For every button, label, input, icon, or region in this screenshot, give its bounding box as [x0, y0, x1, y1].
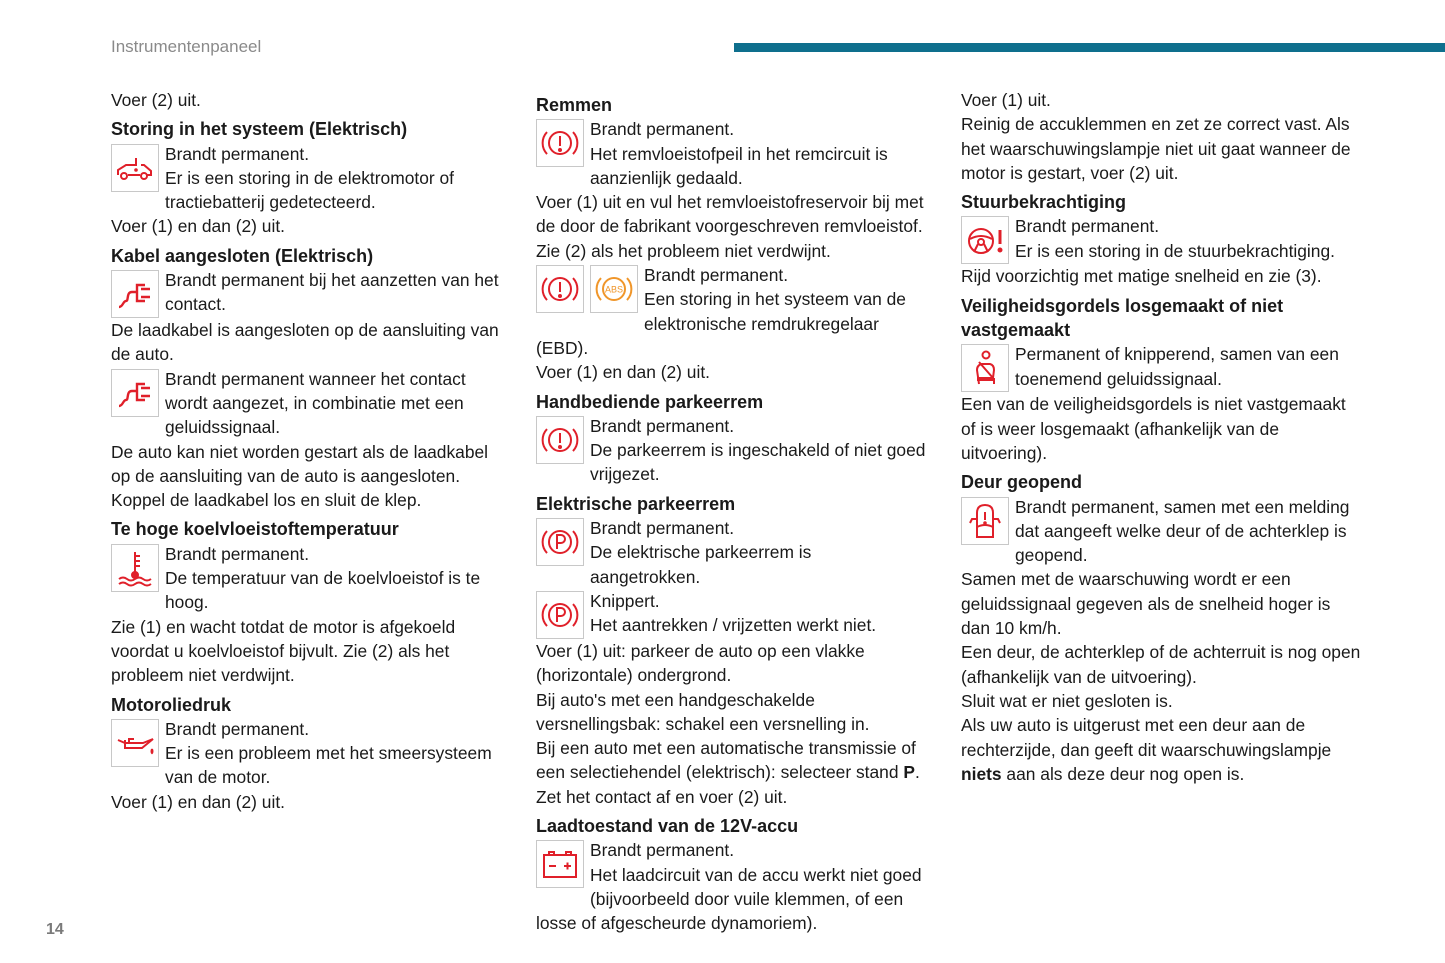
paragraph: Voer (1) uit: parkeer de auto op een vlakke (horizontale) ondergrond.	[536, 640, 865, 686]
warning-icons	[536, 119, 584, 167]
warning-light-entry	[961, 495, 1361, 568]
entry-text: De parkeerrem is ingeschakeld of niet goed vrijgezet.	[590, 440, 926, 485]
entry-text: Er is een probleem met het smeersysteem van de motor.	[165, 743, 492, 788]
entry-text: Er is een storing in de stuurbekrachtiging.	[1015, 240, 1335, 261]
warning-light-entry	[536, 516, 926, 589]
entry-text: Het remvloeistofpeil in het remcircuit is aanzienlijk gedaald.	[590, 143, 888, 188]
section-heading: Veiligheidsgordels losgemaakt of niet vastgemaakt	[961, 295, 1284, 341]
warning-light-entry	[111, 717, 511, 790]
paragraph: Voer (2) uit.	[111, 90, 201, 110]
warning-light-entry	[961, 214, 1361, 264]
abs-icon	[590, 265, 638, 313]
paragraph: Voer (1) uit.	[961, 90, 1051, 110]
warning-light-entry	[111, 542, 511, 615]
section-heading: Laadtoestand van de 12V-accu	[536, 816, 799, 837]
paragraph: Bij auto's met een handgeschakelde versnellingsbak: schakel een versnelling in.	[536, 689, 870, 734]
warning-icons	[111, 369, 159, 417]
paragraph: Een van de veiligheidsgordels is niet vastgemaakt of is weer losgemaakt (afhankelijk van de uitvoering).	[961, 394, 1346, 463]
paragraph: Rijd voorzichtig met matige snelheid en zie (3).	[961, 266, 1322, 287]
coolant-icon	[111, 544, 159, 592]
entry-text: Brandt permanent.	[165, 718, 310, 739]
paragraph: Een deur, de achterklep of de achterruit is nog open (afhankelijk van de uitvoering).	[961, 642, 1361, 687]
door-icon	[961, 497, 1009, 545]
plug-icon	[111, 369, 159, 417]
warning-icons	[536, 840, 584, 888]
warning-icons	[111, 544, 159, 592]
paragraph: Samen met de waarschuwing wordt er een geluidssignaal gegeven als de snelheid hoger is dan 10 km/h.	[961, 569, 1331, 639]
warning-icons	[111, 719, 159, 767]
brake-icon	[536, 265, 584, 313]
warning-light-entry	[536, 117, 926, 190]
paragraph: Sluit wat er niet gesloten is.	[961, 690, 1173, 711]
warning-light-entry	[536, 589, 926, 639]
header-accent-bar	[734, 43, 1445, 52]
section-heading: Elektrische parkeerrem	[536, 493, 736, 514]
warning-icons	[536, 416, 584, 464]
paragraph	[961, 713, 1361, 786]
entry-text: Het aantrekken / vrijzetten werkt niet.	[590, 615, 877, 636]
paragraph: Zet het contact af en voer (2) uit.	[536, 786, 788, 807]
warning-light-entry	[536, 838, 926, 935]
text-run: aan als deze deur nog open is.	[1001, 763, 1245, 784]
entry-text: Brandt permanent.	[590, 119, 735, 140]
paragraph: Voer (1) en dan (2) uit.	[111, 791, 285, 812]
entry-text: Brandt permanent, samen met een melding dat aangeeft welke deur of de achterklep is geopend.	[1015, 496, 1350, 566]
paragraph: Zie (2) als het probleem niet verdwijnt.	[536, 240, 831, 261]
entry-text: Brandt permanent.	[644, 265, 789, 286]
warning-icons	[961, 497, 1009, 545]
brake-icon	[536, 119, 584, 167]
oil-icon	[111, 719, 159, 767]
text-run: .	[914, 762, 920, 783]
entry-text: Brandt permanent bij het aanzetten van het contact.	[165, 270, 499, 315]
warning-icons	[111, 270, 159, 318]
plug-icon	[111, 270, 159, 318]
paragraph: Zie (1) en wacht totdat de motor is afgekoeld voordat u koelvloeistof bijvult. Zie (2) als het probleem niet verdwijnt.	[111, 616, 456, 686]
section-heading: Storing in het systeem (Elektrisch)	[111, 119, 408, 140]
paragraph: De auto kan niet worden gestart als de laadkabel op de aansluiting van de auto is aangesloten.	[111, 441, 489, 486]
warning-icons	[536, 518, 584, 566]
section-heading: Te hoge koelvloeistoftemperatuur	[111, 519, 399, 540]
bold-text: P	[903, 762, 915, 783]
entry-text: Brandt permanent.	[590, 415, 735, 436]
entry-text: Brandt permanent.	[590, 840, 735, 861]
section-heading: Remmen	[536, 95, 613, 115]
section-heading: Handbediende parkeerrem	[536, 391, 764, 412]
warning-icons	[536, 265, 638, 313]
entry-text: Brandt permanent.	[590, 518, 735, 539]
entry-text: Knippert.	[590, 590, 660, 611]
entry-text: De temperatuur van de koelvloeistof is te hoog.	[165, 568, 481, 613]
column-3	[961, 88, 1361, 786]
section-heading: Deur geopend	[961, 472, 1083, 493]
warning-light-entry	[536, 414, 926, 487]
entry-text: Er is een storing in de elektromotor of tractiebatterij gedetecteerd.	[165, 167, 455, 213]
page-number: 14	[46, 921, 64, 938]
car-fault-icon	[111, 144, 159, 192]
paragraph: Koppel de laadkabel los en sluit de klep.	[111, 490, 422, 511]
entry-text: Brandt permanent.	[165, 543, 310, 564]
paragraph	[536, 736, 926, 785]
entry-text: Brandt permanent.	[165, 143, 310, 164]
park-icon	[536, 591, 584, 639]
park-icon	[536, 518, 584, 566]
paragraph: De laadkabel is aangesloten op de aansluiting van de auto.	[111, 320, 499, 365]
warning-light-entry	[536, 263, 926, 360]
entry-text: Een storing in het systeem van de elektronische remdrukregelaar (EBD).	[536, 289, 906, 358]
battery-icon	[536, 840, 584, 888]
section-heading: Kabel aangesloten (Elektrisch)	[111, 245, 374, 266]
warning-light-entry	[111, 142, 511, 215]
section-heading: Motoroliedruk	[111, 694, 231, 715]
paragraph: Voer (1) uit en vul het remvloeistofreservoir bij met de door de fabrikant voorgeschreven remvloeistof.	[536, 192, 924, 237]
entry-text: Brandt permanent.	[1015, 216, 1160, 237]
column-2	[536, 88, 926, 936]
entry-text: Het laadcircuit van de accu werkt niet goed (bijvoorbeeld door vuile klemmen, of een losse of afgescheurde dynamoriem).	[536, 864, 922, 934]
paragraph: Voer (1) en dan (2) uit.	[111, 216, 285, 237]
text-run: Als uw auto is uitgerust met een deur aan de rechterzijde, dan geeft dit waarschuwingslampje	[961, 715, 1332, 760]
brake-icon	[536, 416, 584, 464]
bold-text: niets	[961, 763, 1002, 784]
entry-text: De elektrische parkeerrem is aangetrokken.	[590, 542, 812, 587]
warning-icons	[961, 216, 1009, 264]
warning-icons	[111, 144, 159, 192]
warning-icons	[536, 591, 584, 639]
section-heading: Stuurbekrachtiging	[961, 192, 1127, 213]
section-title: Instrumentenpaneel	[111, 37, 262, 56]
paragraph: Voer (1) en dan (2) uit.	[536, 362, 710, 383]
entry-text: Permanent of knipperend, samen van een toenemend geluidssignaal.	[1015, 344, 1339, 389]
svg-text:ABS: ABS	[604, 284, 624, 295]
text-run: Bij een auto met een automatische transmissie of een selectiehendel (elektrisch): selecteer stand	[536, 738, 916, 783]
warning-icons	[961, 344, 1009, 392]
paragraph: Reinig de accuklemmen en zet ze correct vast. Als het waarschuwingslampje niet uit gaat wanneer de motor is gestart, voer (2) uit.	[961, 114, 1351, 183]
entry-text: Brandt permanent wanneer het contact wordt aangezet, in combinatie met een geluidssignaal.	[165, 368, 466, 438]
warning-light-entry	[961, 342, 1361, 392]
seatbelt-icon	[961, 344, 1009, 392]
steering-icon	[961, 216, 1009, 264]
column-1	[111, 88, 511, 814]
warning-light-entry	[111, 268, 511, 318]
warning-light-entry	[111, 367, 511, 440]
